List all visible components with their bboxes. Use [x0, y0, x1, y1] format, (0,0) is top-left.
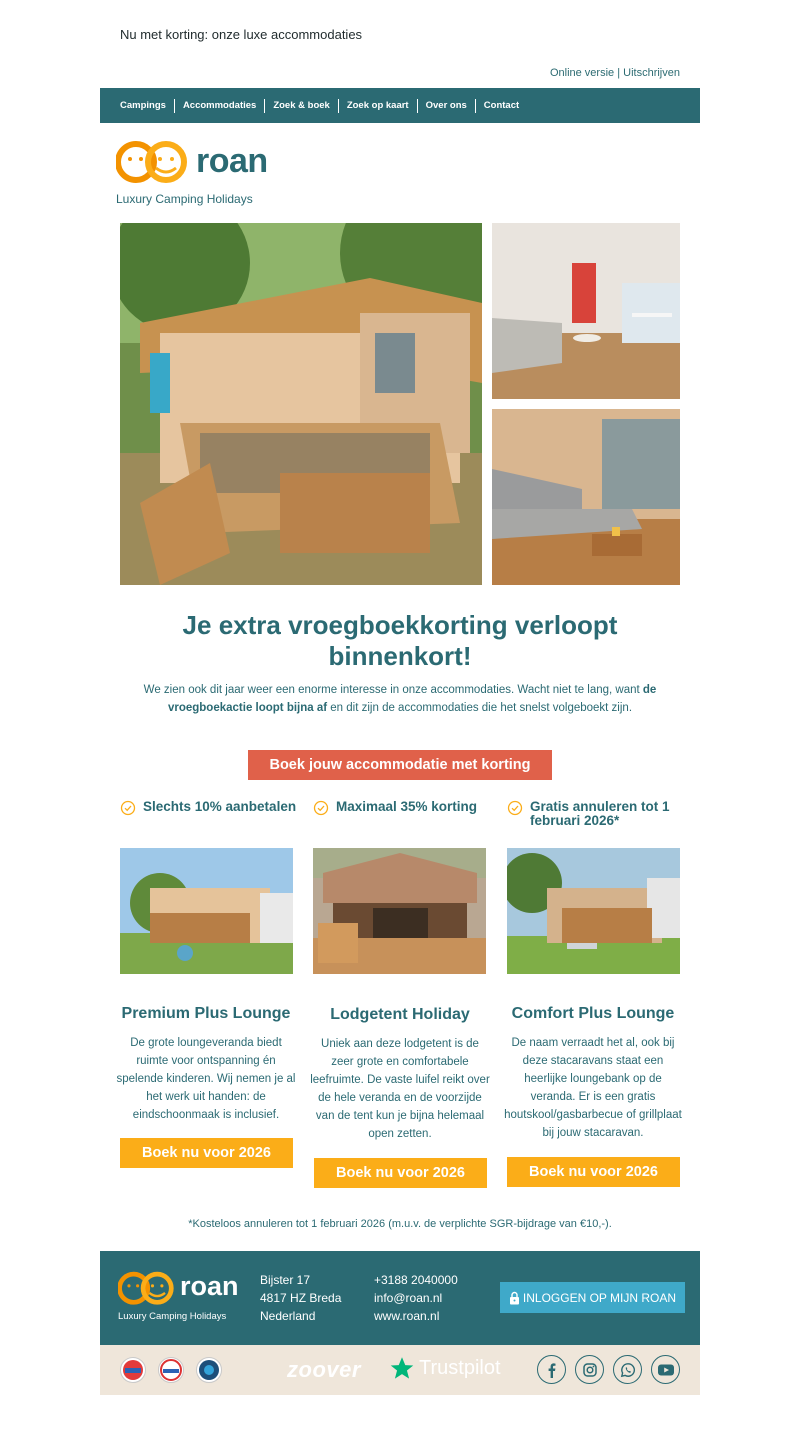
usp-item	[120, 800, 300, 816]
roan-logo-icon	[118, 1269, 176, 1309]
headline: Je extra vroegboekkorting verloopt binnenkort!	[182, 610, 618, 671]
intro-text	[140, 681, 660, 717]
lock-icon	[509, 1291, 520, 1305]
login-label: INLOGGEN OP MIJN ROAN	[522, 1290, 677, 1305]
usp-item	[507, 800, 687, 828]
book-lodgetent-holiday-button[interactable]: Boek nu voor 2026	[314, 1158, 487, 1188]
footer-logo-tagline: Luxury Camping Holidays	[118, 1311, 227, 1322]
premium-plus-lounge-photo[interactable]	[120, 848, 293, 974]
nav-over-ons[interactable]: Over ons	[418, 99, 476, 113]
footer-logo-wordmark: roan	[180, 1271, 239, 1301]
trustpilot-logo[interactable]	[388, 1355, 501, 1382]
hero-photo-mobile-home	[120, 223, 482, 585]
intro-text-bold: de vroegboekactie loopt bijna af	[167, 684, 657, 714]
card-title: Comfort Plus Lounge	[511, 1005, 675, 1022]
comfort-plus-lounge-photo[interactable]	[507, 848, 680, 974]
logo-wordmark: roan	[196, 142, 268, 180]
address-city: 4817 HZ Breda	[260, 1291, 342, 1305]
nav-zoek-op-kaart[interactable]: Zoek op kaart	[339, 99, 418, 113]
intro-text-end: en dit zijn de accommodaties die het snelst volgeboekt zijn.	[327, 702, 633, 714]
address-country: Nederland	[260, 1309, 316, 1323]
facebook-icon[interactable]	[537, 1355, 566, 1384]
contact-website[interactable]: www.roan.nl	[374, 1309, 440, 1323]
nav-zoek-boek[interactable]: Zoek & boek	[265, 99, 339, 113]
card-description: Uniek aan deze lodgetent is de zeer grote en comfortabele leefruimte. De vaste luifel reikt over de hele veranda en de voorzijde van de tent kun je bijna helemaal open zetten.	[310, 1038, 490, 1140]
top-links	[550, 67, 680, 79]
book-with-discount-button[interactable]: Boek jouw accommodatie met korting	[248, 750, 552, 780]
check-circle-icon	[120, 800, 136, 816]
usp-text: Slechts 10% aanbetalen	[143, 799, 297, 814]
usp-item	[313, 800, 493, 816]
check-circle-icon	[313, 800, 329, 816]
nav-accommodaties[interactable]: Accommodaties	[175, 99, 265, 113]
zoover-logo[interactable]: zoover	[287, 1357, 361, 1382]
card-title: Lodgetent Holiday	[330, 1006, 470, 1023]
instagram-icon[interactable]	[575, 1355, 604, 1384]
camping-award-badge-icon[interactable]	[196, 1357, 222, 1383]
contact-phone[interactable]: +3188 2040000	[374, 1273, 458, 1287]
card-description: De grote loungeveranda biedt ruimte voor ontspanning én spelende kinderen. Wij nemen je al het werk uit handen: de eindschoonmaak is inclusief.	[116, 1037, 296, 1121]
logo-tagline: Luxury Camping Holidays	[116, 192, 253, 206]
partner-strip	[100, 1345, 700, 1395]
card-title: Premium Plus Lounge	[121, 1005, 291, 1022]
top-links-separator: |	[614, 67, 624, 79]
footer-logo[interactable]	[118, 1269, 248, 1329]
main-navigation	[100, 88, 700, 123]
book-comfort-plus-lounge-button[interactable]: Boek nu voor 2026	[507, 1157, 680, 1187]
usp-text: Gratis annuleren tot 1 februari 2026*	[530, 799, 670, 828]
unsubscribe-link[interactable]: Uitschrijven	[623, 67, 680, 79]
interior-living-room-photo	[492, 223, 680, 399]
footer	[100, 1251, 700, 1345]
star-icon	[388, 1355, 416, 1382]
youtube-icon[interactable]	[651, 1355, 680, 1384]
address-street: Bijster 17	[260, 1273, 311, 1287]
whatsapp-icon[interactable]	[613, 1355, 642, 1384]
nav-campings[interactable]: Campings	[112, 99, 175, 113]
trustpilot-label: Trustpilot	[419, 1357, 501, 1379]
contact-email[interactable]: info@roan.nl	[374, 1291, 443, 1305]
sgr-badge-icon[interactable]	[158, 1357, 184, 1383]
book-premium-plus-lounge-button[interactable]: Boek nu voor 2026	[120, 1138, 293, 1168]
check-circle-icon	[507, 800, 523, 816]
intro-text-start: We zien ook dit jaar weer een enorme interesse in onze accommodaties. Wacht niet te lang, want	[143, 684, 643, 696]
footer-address	[260, 1271, 341, 1325]
usp-text: Maximaal 35% korting	[336, 799, 478, 814]
nav-contact[interactable]: Contact	[483, 99, 520, 111]
card-description: De naam verraadt het al, ook bij deze stacaravans staat een heerlijke loungebank op de veranda. Er is een gratis houtskool/gasbarbecue of grillplaat bij jouw stacaravan.	[504, 1037, 682, 1139]
preheader-text: Nu met korting: onze luxe accommodaties	[120, 27, 363, 42]
footer-contact	[374, 1271, 458, 1325]
veranda-lounge-photo	[492, 409, 680, 585]
login-my-roan-button[interactable]	[500, 1282, 685, 1313]
online-version-link[interactable]: Online versie	[549, 67, 615, 79]
anvr-badge-icon[interactable]	[120, 1357, 146, 1383]
roan-logo-icon	[116, 138, 190, 188]
roan-logo[interactable]	[116, 138, 286, 208]
lodgetent-holiday-photo[interactable]	[313, 848, 486, 974]
disclaimer-text: *Kosteloos annuleren tot 1 februari 2026 (m.u.v. de verplichte SGR-bijdrage van €10,-).	[188, 1218, 612, 1230]
